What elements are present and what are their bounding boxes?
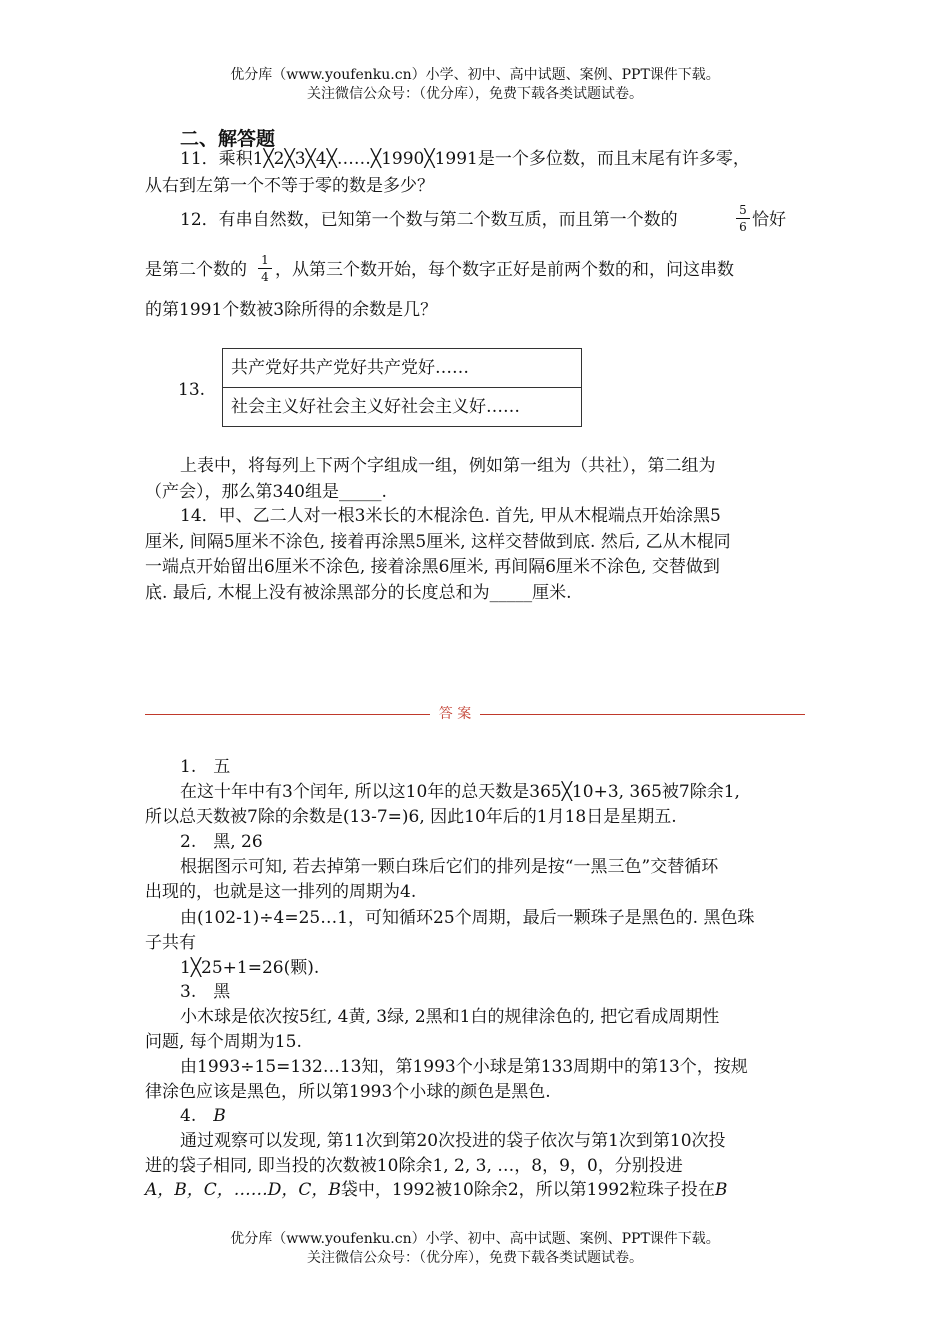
- divider-rule-left: [145, 714, 430, 715]
- answer-2-line-5: 1╳25+1=26(颗).: [180, 958, 320, 978]
- q13-table-row-1: 共产党好共产党好共产党好……: [231, 358, 469, 378]
- answer-4-bags: A，B，C，……D，C，B: [145, 1180, 341, 1200]
- q13-line-1: 上表中，将每列上下两个字组成一组，例如第一组为（共社），第二组为: [180, 456, 716, 476]
- answer-4-text: 袋中，1992被10除余2，所以第1992粒珠子投在: [340, 1180, 715, 1200]
- answer-3-line-4: 律涂色应该是黑色，所以第1993个小球的颜色是黑色.: [145, 1082, 551, 1102]
- footer-line-1: 优分库（www.youfenku.cn）小学、初中、高中试题、案例、PPT课件下载。: [230, 1231, 720, 1247]
- answer-2-title: 2. 黑, 26: [180, 832, 263, 852]
- q13-line-2: （产会），那么第340组是_____.: [145, 482, 387, 502]
- answer-4-value: B: [213, 1106, 226, 1126]
- answer-3-line-1: 小木球是依次按5红, 4黄, 3绿, 2黑和1白的规律涂色的, 把它看成周期性: [180, 1007, 720, 1027]
- q13-number: 13.: [178, 380, 206, 400]
- q14-line-4: 底. 最后, 木棍上没有被涂黑部分的长度总和为_____厘米.: [145, 583, 572, 603]
- answer-3-line-2: 问题, 每个周期为15.: [145, 1032, 302, 1052]
- header-line-2: 关注微信公众号：（优分库），免费下载各类试题试卷。: [307, 86, 643, 102]
- answer-4-line-3: [145, 1178, 727, 1202]
- answer-1-line-1: 在这十年中有3个闰年, 所以这10年的总天数是365╳10+3, 365被7除余1,: [180, 782, 740, 802]
- fraction-numerator: 1: [261, 253, 269, 267]
- page-footer: [0, 1230, 950, 1268]
- q11-line-2: 从右到左第一个不等于零的数是多少？: [145, 176, 434, 196]
- page-header: [0, 66, 950, 104]
- answer-2-line-2: 出现的，也就是这一排列的周期为4.: [145, 882, 417, 902]
- q11-line-1: 11．乘积1╳2╳3╳4╳……╳1990╳1991是一个多位数，而且末尾有许多零，: [180, 149, 750, 169]
- q12-line-3: 的第1991个数被3除所得的余数是几？: [145, 300, 438, 320]
- answer-4-final: B: [714, 1180, 728, 1200]
- answer-1-line-2: 所以总天数被7除的余数是(13-7=)6, 因此10年后的1月18日是星期五.: [145, 807, 677, 827]
- answer-4-line-1: 通过观察可以发现, 第11次到第20次投进的袋子依次与第1次到第10次投: [180, 1131, 726, 1151]
- divider-rule-right: [480, 714, 805, 715]
- fraction-numerator: 5: [739, 203, 747, 217]
- header-line-1: 优分库（www.youfenku.cn）小学、初中、高中试题、案例、PPT课件下载。: [230, 67, 720, 83]
- answer-label: 答 案: [430, 703, 480, 725]
- answer-3-title: 3. 黑: [180, 982, 231, 1002]
- answer-2-line-4: 子共有: [145, 933, 196, 953]
- q14-line-2: 厘米, 间隔5厘米不涂色, 接着再涂黑5厘米, 这样交替做到底. 然后, 乙从木棍同: [145, 532, 731, 552]
- answer-3-line-3: 由1993÷15=132…13知，第1993个小球是第133周期中的第13个，按规: [180, 1057, 748, 1077]
- q12-line-1-end: 恰好: [752, 210, 786, 230]
- section-title: 二、解答题: [180, 128, 276, 150]
- answer-divider: [145, 703, 805, 725]
- q12-line-2-end: ，从第三个数开始，每个数字正好是前两个数的和，问这串数: [275, 260, 734, 280]
- q12-line-2-start: 是第二个数的: [145, 260, 247, 280]
- footer-line-2: 关注微信公众号：（优分库），免费下载各类试题试卷。: [307, 1250, 643, 1266]
- answer-1-title: 1. 五: [180, 757, 231, 777]
- q13-table: [222, 348, 582, 427]
- answer-4-line-2: 进的袋子相同, 即当投的次数被10除余1, 2, 3, …，8，9，0，分别投进: [145, 1156, 683, 1176]
- answer-4-title: [180, 1104, 226, 1128]
- q12-line-1: 12．有串自然数，已知第一个数与第二个数互质，而且第一个数的: [180, 210, 678, 230]
- answer-4-number: 4.: [180, 1106, 214, 1126]
- q14-line-3: 一端点开始留出6厘米不涂色, 接着涂黑6厘米, 再间隔6厘米不涂色, 交替做到: [145, 557, 720, 577]
- fraction-denominator: 6: [739, 220, 747, 234]
- answer-2-line-3: 由(102-1)÷4=25…1，可知循环25个周期，最后一颗珠子是黑色的. 黑色珠: [180, 908, 755, 928]
- q14-line-1: 14．甲、乙二人对一根3米长的木棍涂色. 首先, 甲从木棍端点开始涂黑5: [180, 506, 721, 526]
- q12-fraction-1-4: [258, 253, 272, 284]
- q13-table-row-2: 社会主义好社会主义好社会主义好……: [223, 387, 581, 426]
- answer-2-line-1: 根据图示可知, 若去掉第一颗白珠后它们的排列是按“一黑三色”交替循环: [180, 857, 719, 877]
- q12-fraction-5-6: [736, 203, 750, 234]
- fraction-denominator: 4: [261, 270, 269, 284]
